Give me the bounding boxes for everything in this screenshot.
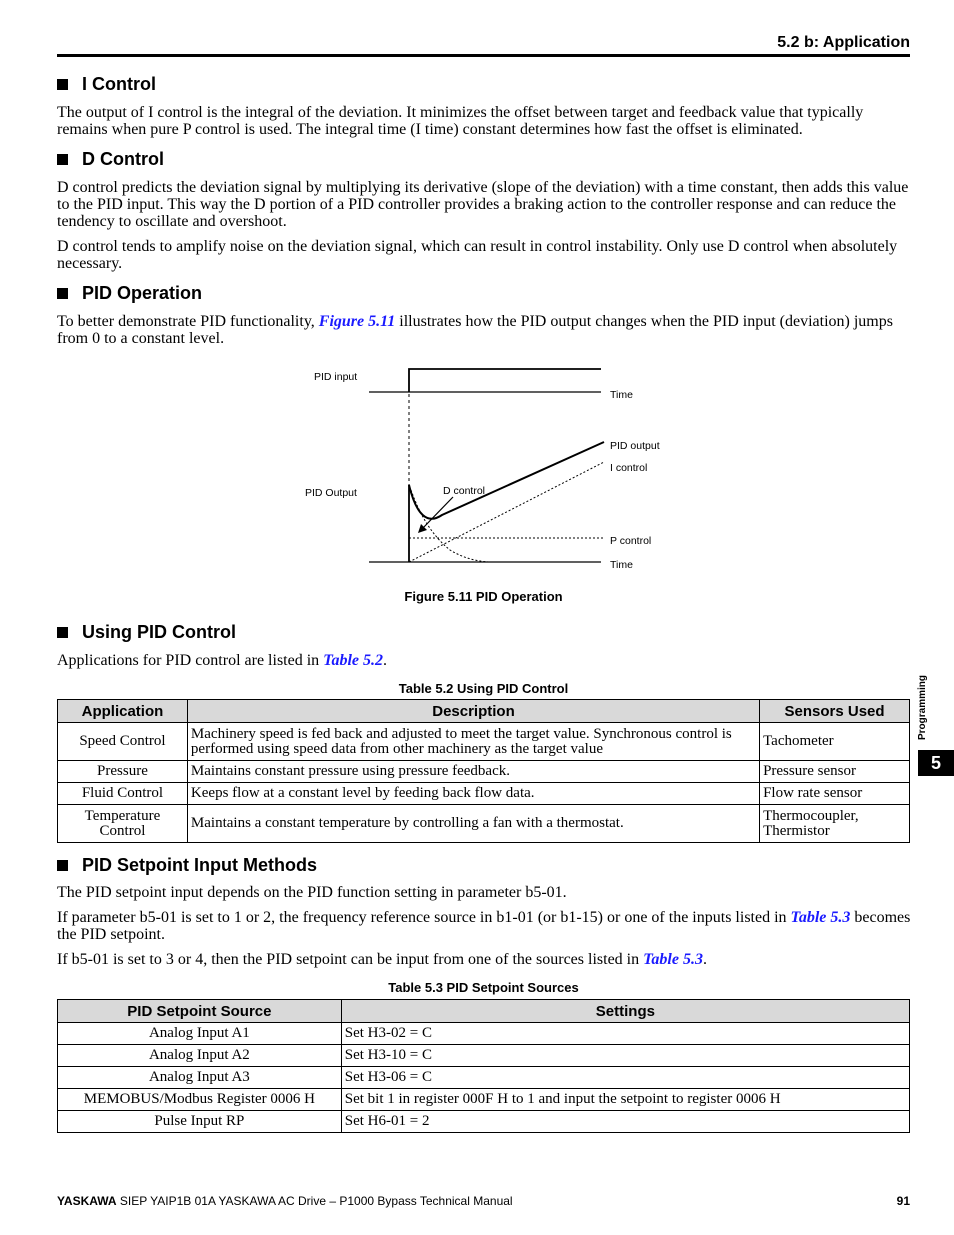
- bullet-square-icon: [57, 627, 68, 638]
- text: becomes the PID setpoint.: [57, 909, 911, 943]
- cell-application: Fluid Control: [58, 783, 188, 805]
- cell-sensors: Flow rate sensor: [760, 783, 910, 805]
- i-control-paragraph: The output of I control is the integral of the deviation. It minimizes the offset between target and feedback value that typically remains when pure P control is used. The integral time (I time) constant determines how fast the offset is eliminated.: [57, 104, 864, 138]
- footer-manual-title: [57, 1194, 513, 1208]
- heading-pid-operation: [57, 283, 202, 304]
- cell-settings: Set H3-02 = C: [341, 1023, 909, 1045]
- text: Applications for PID control are listed in: [57, 652, 324, 669]
- pid-operation-paragraph: [57, 313, 912, 347]
- header-rule: [57, 54, 910, 57]
- text: If parameter b5-01 is set to 1 or 2, the frequency reference source in b1-01 (or b1-15) or one of the inputs listed in: [57, 909, 791, 926]
- table-5-3-caption: Table 5.3 PID Setpoint Sources: [388, 980, 579, 995]
- table-5-2: [57, 699, 910, 843]
- table-row: [58, 805, 910, 843]
- cell-sensors: Thermocoupler, Thermistor: [760, 805, 910, 843]
- column-header: Description: [187, 700, 759, 723]
- chapter-number: 5: [930, 752, 941, 773]
- heading-i-control: [57, 74, 156, 95]
- column-header: PID Setpoint Source: [58, 1000, 342, 1023]
- table-row: [58, 1089, 910, 1111]
- label-d-control: D control: [443, 485, 486, 497]
- label-pid-output-curve: PID output: [610, 440, 660, 452]
- chapter-side-label: Programming: [917, 674, 928, 740]
- table-row: [58, 723, 910, 761]
- heading-d-control: [57, 149, 164, 170]
- figure-caption: Figure 5.11 PID Operation: [404, 589, 563, 604]
- footer-brand: YASKAWA: [57, 1194, 117, 1208]
- cell-description: Keeps flow at a constant level by feeding back flow data.: [187, 783, 759, 805]
- cell-source: Analog Input A2: [58, 1045, 342, 1067]
- column-header: Application: [58, 700, 188, 723]
- bullet-square-icon: [57, 860, 68, 871]
- chapter-tab[interactable]: [918, 750, 954, 776]
- heading-text: I Control: [82, 74, 156, 94]
- cell-source: Pulse Input RP: [58, 1111, 342, 1133]
- heading-text: D Control: [82, 149, 164, 169]
- table-5-3: [57, 999, 910, 1133]
- table-row: [58, 783, 910, 805]
- table-5-2-link[interactable]: Table 5.2: [323, 652, 384, 669]
- d-control-paragraph-2: D control tends to amplify noise on the deviation signal, which can result in control instability. Only use D control when absolutely necessary.: [57, 238, 898, 272]
- bullet-square-icon: [57, 154, 68, 165]
- heading-pid-setpoint-input-methods: [57, 855, 317, 876]
- label-i-control: I control: [610, 462, 648, 474]
- text: .: [383, 652, 388, 669]
- cell-sensors: Pressure sensor: [760, 761, 910, 783]
- label-pid-input: PID input: [314, 371, 358, 383]
- pid-input-step-line: [409, 369, 601, 392]
- bullet-square-icon: [57, 79, 68, 90]
- page-number: 91: [896, 1194, 910, 1208]
- cell-application: Speed Control: [58, 723, 188, 761]
- figure-5-11-link[interactable]: Figure 5.11: [318, 313, 396, 330]
- table-row: [58, 761, 910, 783]
- table-row: [58, 1067, 910, 1089]
- table-header-row: [58, 700, 910, 723]
- label-p-control: P control: [610, 535, 652, 547]
- setpoint-paragraph-2: [57, 909, 912, 943]
- cell-description: Maintains constant pressure using pressure feedback.: [187, 761, 759, 783]
- table-5-3-link[interactable]: Table 5.3: [643, 951, 703, 968]
- table-row: [58, 1045, 910, 1067]
- table-5-3-link[interactable]: Table 5.3: [790, 909, 851, 926]
- table-5-2-caption: Table 5.2 Using PID Control: [398, 681, 569, 696]
- text: To better demonstrate PID functionality,: [57, 313, 319, 330]
- cell-source: Analog Input A1: [58, 1023, 342, 1045]
- column-header: Settings: [341, 1000, 909, 1023]
- cell-settings: Set H3-06 = C: [341, 1067, 909, 1089]
- text: If b5-01 is set to 3 or 4, then the PID setpoint can be input from one of the sources listed in: [57, 951, 644, 968]
- cell-sensors: Tachometer: [760, 723, 910, 761]
- cell-settings: Set H6-01 = 2: [341, 1111, 909, 1133]
- cell-settings: Set H3-10 = C: [341, 1045, 909, 1067]
- label-time-top: Time: [610, 389, 633, 401]
- heading-text: Using PID Control: [82, 622, 236, 642]
- cell-source: Analog Input A3: [58, 1067, 342, 1089]
- label-time-bottom: Time: [610, 559, 633, 571]
- column-header: Sensors Used: [760, 700, 910, 723]
- label-pid-output-axis: PID Output: [305, 487, 357, 499]
- table-row: [58, 1111, 910, 1133]
- text: illustrates how the PID output changes when the PID input (deviation) jumps from 0 to a constant level.: [57, 313, 893, 347]
- cell-application: Pressure: [58, 761, 188, 783]
- heading-text: PID Operation: [82, 283, 203, 303]
- table-row: [58, 1023, 910, 1045]
- setpoint-paragraph-1: The PID setpoint input depends on the PID function setting in parameter b5-01.: [57, 884, 567, 901]
- footer-manual-text: SIEP YAIP1B 01A YASKAWA AC Drive – P1000 Bypass Technical Manual: [116, 1194, 513, 1208]
- text: .: [702, 951, 707, 968]
- using-pid-paragraph: [57, 652, 912, 669]
- cell-source: MEMOBUS/Modbus Register 0006 H: [58, 1089, 342, 1111]
- cell-application: Temperature Control: [58, 805, 188, 843]
- cell-description: Machinery speed is fed back and adjusted to meet the target value. Synchronous control is performed using speed data from other machinery as the target value: [187, 723, 759, 761]
- pid-output-curve: [409, 442, 604, 519]
- pid-operation-figure: [0, 355, 954, 585]
- table-header-row: [58, 1000, 910, 1023]
- setpoint-paragraph-3: [57, 951, 912, 968]
- bullet-square-icon: [57, 288, 68, 299]
- heading-using-pid-control: [57, 622, 236, 643]
- d-control-paragraph-1: D control predicts the deviation signal by multiplying its derivative (slope of the deviation) with a time constant, then adds this value to the PID input. This way the D portion of a PID controller provides a braking action to the controller response and can reduce the tendency to oscillate and overshoot.: [57, 179, 909, 230]
- heading-text: PID Setpoint Input Methods: [82, 855, 317, 875]
- section-header-title: 5.2 b: Application: [777, 34, 910, 51]
- cell-settings: Set bit 1 in register 000F H to 1 and input the setpoint to register 0006 H: [341, 1089, 909, 1111]
- cell-description: Maintains a constant temperature by controlling a fan with a thermostat.: [187, 805, 759, 843]
